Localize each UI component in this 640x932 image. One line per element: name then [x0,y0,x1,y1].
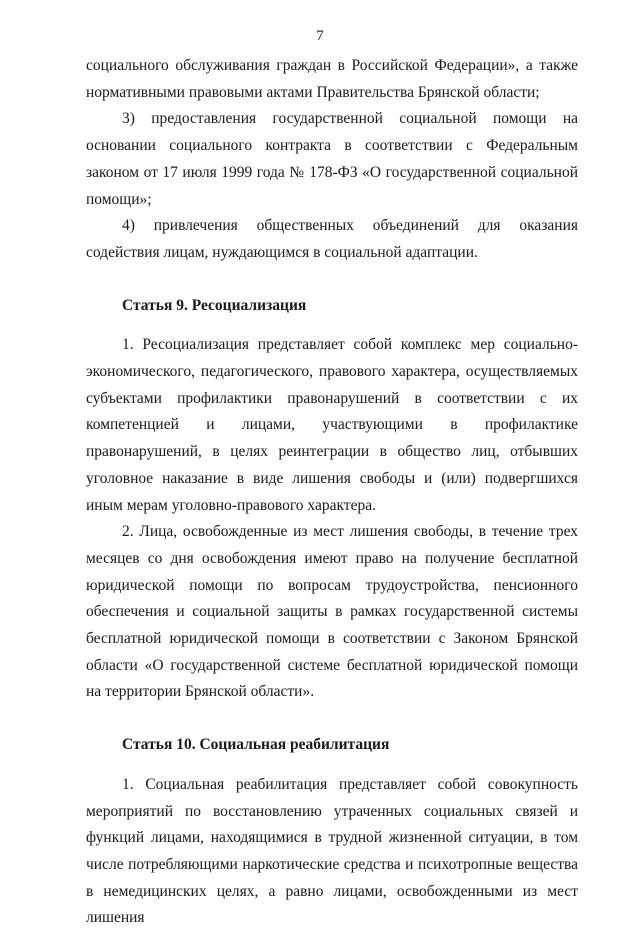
spacer [86,706,578,732]
paragraph-item-3: 3) предоставления государственной социальной помощи на основании социального контракта в соответствии с Федеральным законом от 17 июля 1999 года № 178-ФЗ «О государственной социальной помощи»; [86,110,578,208]
spacer [86,267,578,293]
heading-article-10: Статья 10. Социальная реабилитация [122,736,390,754]
paragraph-article-9-point-2: 2. Лица, освобожденные из мест лишения свободы, в течение трех месяцев со дня освобождения имеют право на получение бесплатной юридической помощи по вопросам трудоустройства, пенсионного обеспечения и социальной защиты в рамках государственной системы бесплатной юридической помощи в соответствии с Законом Брянской области «О государственной системе бесплатной юридической помощи на территории Брянской области». [86,523,578,701]
spacer [86,759,578,772]
paragraph-item-4: 4) привлечения общественных объединений для оказания содействия лицам, нуждающимся в социальной адаптации. [86,217,578,261]
spacer [86,319,578,332]
paragraph-article-9-point-1: 1. Ресоциализация представляет собой комплекс мер социально-экономического, педагогического, правового характера, осуществляемых субъектами профилактики правонарушений в соответствии с их компетенцией и лицами, участвующими в профилактике правонарушений, в целях реинтеграции в общество лиц, отбывших уголовное наказание в виде лишения свободы и (или) подвергшихся иным мерам уголовно-правового характера. [86,336,578,514]
document-body [86,53,578,932]
paragraph-continuation: социального обслуживания граждан в Российской Федерации», а также нормативными правовыми актами Правительства Брянской области; [86,57,578,101]
page-number: 7 [316,28,324,44]
heading-article-9: Статья 9. Ресоциализация [122,296,307,314]
paragraph-article-10-point-1: 1. Социальная реабилитация представляет собой совокупность мероприятий по восстановлению утраченных социальных связей и функций лицами, находящимися в трудной жизненной ситуации, в том числе потребляющими наркотические средства и психотропные вещества в немедицинских целях, а равно лицами, освобожденными из мест лишения [86,775,578,927]
